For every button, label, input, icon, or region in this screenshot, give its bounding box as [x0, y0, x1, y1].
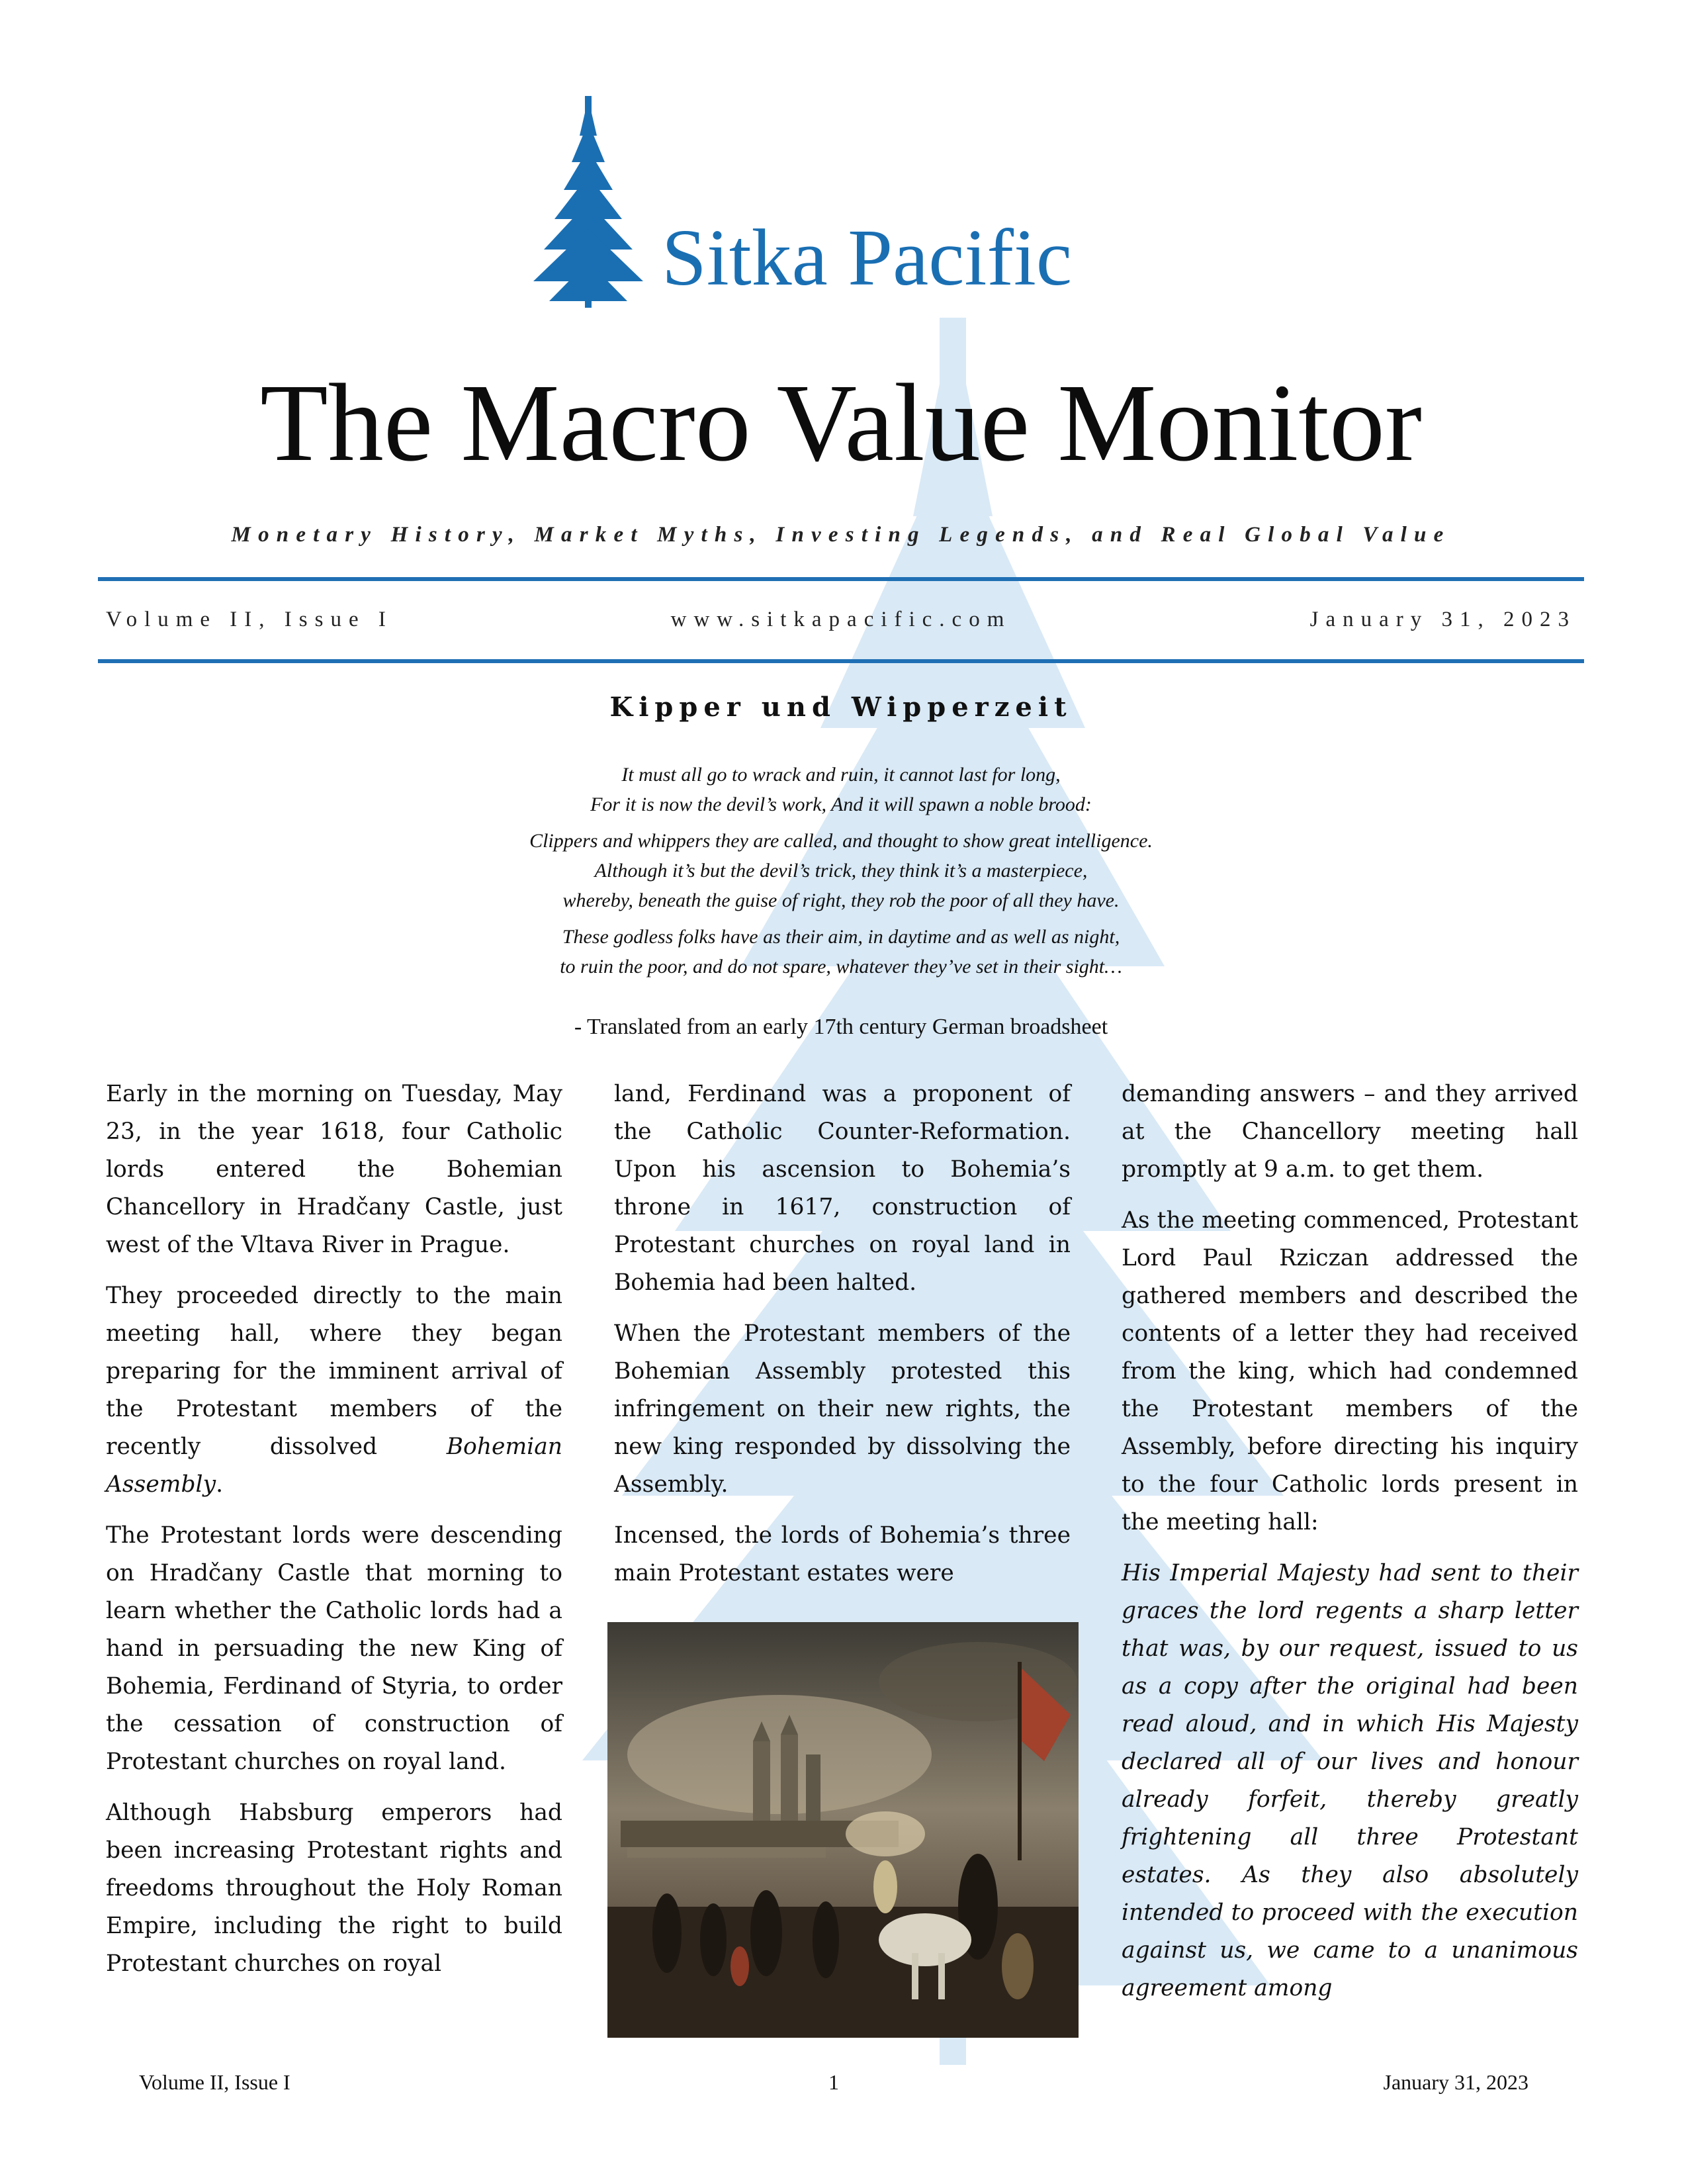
page-number: 1 [828, 2070, 839, 2094]
epigraph-line: For it is now the devil’s work, And it will spawn a noble brood: [590, 794, 1092, 815]
epigraph-line: It must all go to wrack and ruin, it cannot last for long, [621, 764, 1061, 786]
brand-name: Sitka Pacific [662, 213, 1073, 302]
footer-volume: Volume II, Issue I [139, 2070, 290, 2094]
divider-top [98, 577, 1584, 581]
masthead-subtitle: Monetary History, Market Myths, Investing Legends, and Real Global Value [231, 523, 1451, 547]
paragraph: land, Ferdinand was a proponent of the Catholic Counter-Reformation. Upon his ascension to Bohemia’s throne in 1617, construction of Protestant churches on royal land in Bohemia had been halted. [614, 1081, 1071, 1296]
article-column-2 [614, 1075, 1071, 1606]
emphasis: Bohemian Assembly [106, 1433, 562, 1498]
issue-bar [106, 608, 1576, 641]
spruce-tree-icon [523, 96, 655, 308]
article-column-1 [106, 1075, 562, 1996]
paragraph: demanding answers – and they arrived at the Chancellory meeting hall promptly at 9 a.m. to get them. [1122, 1081, 1578, 1183]
paragraph: Incensed, the lords of Bohemia’s three main Protestant estates were [614, 1522, 1071, 1586]
paragraph: They proceeded directly to the main meeting hall, where they began preparing for the imminent arrival of the Protestant members of the recently dissolved Bohemian Assembly. [106, 1283, 562, 1498]
issue-volume: Volume II, Issue I [106, 608, 393, 631]
block-quote: His Imperial Majesty had sent to their graces the lord regents a sharp letter that was, by our request, issued to us as a copy after the original had been read aloud, and in which His Majesty declared all of our lives and honour already forfeit, thereby greatly frightening all three Protestant estates. As they also absolutely intended to proceed with the execution against us, we came to a unanimous agreement among [1122, 1560, 1578, 2001]
footer-date: January 31, 2023 [1383, 2070, 1528, 2094]
article-title: Kipper und Wipperzeit [609, 692, 1073, 723]
issue-date: January 31, 2023 [1309, 608, 1576, 631]
epigraph-line: to ruin the poor, and do not spare, whatever they’ve set in their sight… [560, 956, 1122, 978]
epigraph-line: Clippers and whippers they are called, and thought to show great intelligence. [529, 830, 1153, 852]
website-link[interactable]: www.sitkapacific.com [670, 608, 1012, 631]
divider-bottom [98, 659, 1584, 663]
masthead-title: The Macro Value Monitor [260, 361, 1422, 484]
epigraph-line: whereby, beneath the guise of right, they rob the poor of all they have. [562, 889, 1120, 911]
page-footer [139, 2070, 1528, 2099]
paragraph: The Protestant lords were descending on Hradčany Castle that morning to learn whether the Catholic lords had a hand in persuading the new King of Bohemia, Ferdinand of Styria, to order the cessation of construction of Protestant churches on royal land. [106, 1522, 562, 1775]
epigraph-line: These godless folks have as their aim, in daytime and as well as night, [562, 926, 1120, 948]
epigraph-attribution: - Translated from an early 17th century German broadsheet [574, 1015, 1108, 1039]
paragraph: Although Habsburg emperors had been increasing Protestant rights and freedoms throughout the Holy Roman Empire, including the right to build Protestant churches on royal [106, 1799, 562, 1977]
epigraph-line: Although it’s but the devil’s trick, they think it’s a masterpiece, [594, 860, 1088, 882]
article-column-3 [1122, 1075, 1578, 2021]
paragraph: Early in the morning on Tuesday, May 23, in the year 1618, four Catholic lords entered the Bohemian Chancellory in Hradčany Castle, just west of the Vltava River in Prague. [106, 1081, 562, 1258]
painting-image [607, 1622, 1079, 2038]
defenestration-painting [607, 1622, 1079, 2038]
brand-logo [523, 96, 1184, 314]
paragraph: When the Protestant members of the Bohemian Assembly protested this infringement on their new rights, the new king responded by dissolving the Assembly. [614, 1320, 1071, 1498]
paragraph: As the meeting commenced, Protestant Lord Paul Rziczan addressed the gathered members and described the contents of a letter they had received from the king, which had condemned the Protestant members of the Assembly, before directing his inquiry to the four Catholic lords present in the meeting hall: [1122, 1207, 1578, 1535]
epigraph [331, 760, 1351, 988]
